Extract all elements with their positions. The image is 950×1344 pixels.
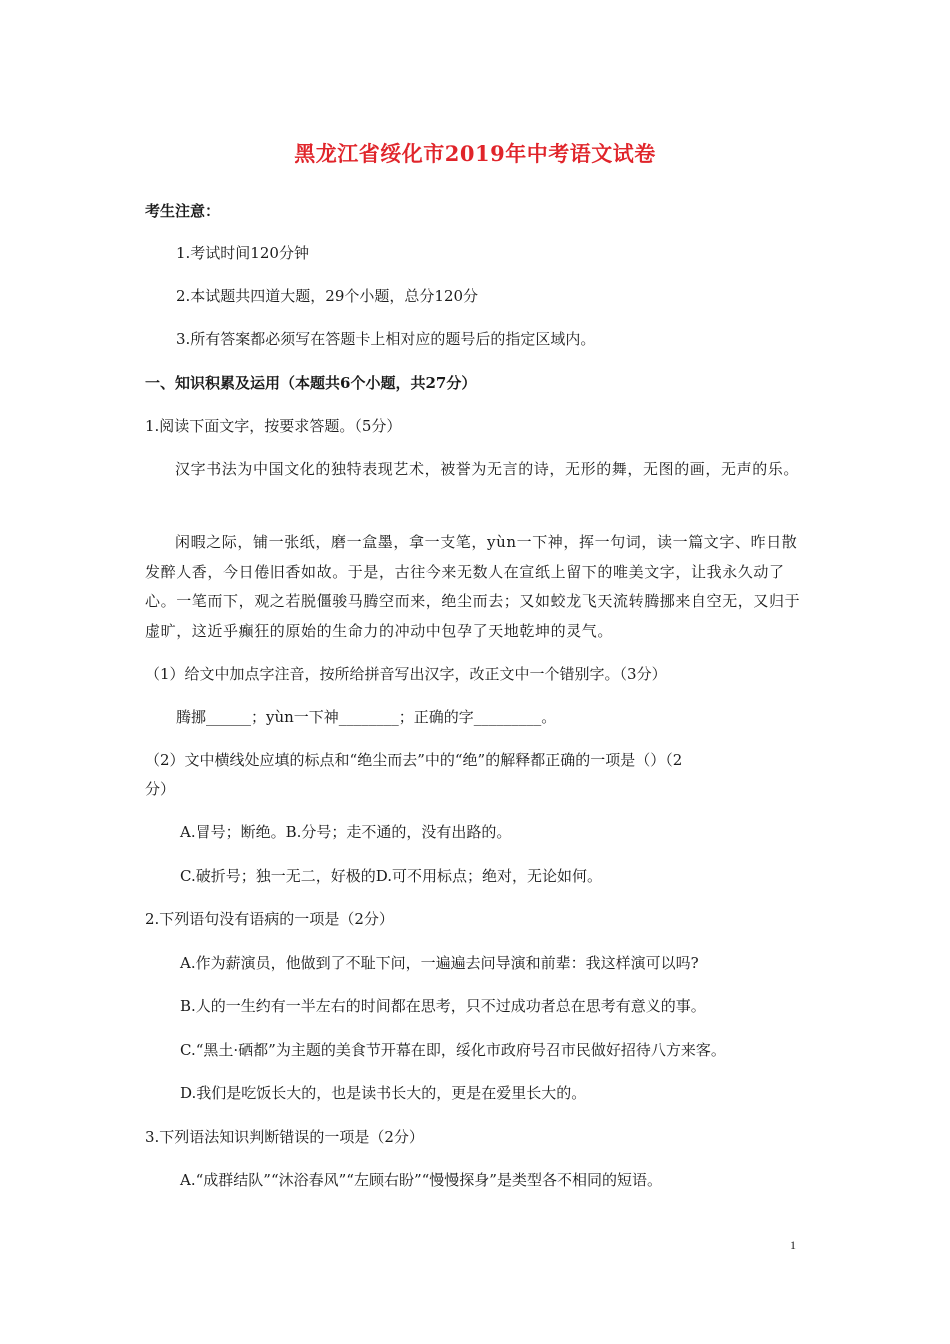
answer-option: C.破折号；独一无二，好极的D.可不用标点；绝对，无论如何。 xyxy=(180,867,602,885)
answer-option: D.我们是吃饭长大的，也是读书长大的，更是在爱里长大的。 xyxy=(180,1084,587,1102)
fill-in-blanks: 腾挪______；yùn一下神________；正确的字_________。 xyxy=(176,708,557,726)
question-stem: 3.下列语法知识判断错误的一项是（2分） xyxy=(145,1128,424,1146)
exam-title: 黑龙江省绥化市2019年中考语文试卷 xyxy=(294,141,656,166)
answer-option: A.冒号；断绝。B.分号；走不通的，没有出路的。 xyxy=(180,823,512,841)
answer-option: A.作为薪演员，他做到了不耻下问，一遍遍去问导演和前辈：我这样演可以吗? xyxy=(180,954,699,972)
question-stem: 1.阅读下面文字，按要求答题。（5分） xyxy=(145,417,402,435)
notice-heading: 考生注意： xyxy=(145,202,221,220)
answer-option: C.“黑土·硒都”为主题的美食节开幕在即，绥化市政府号召市民做好招待八方来客。 xyxy=(180,1041,726,1059)
answer-option: B.人的一生约有一半左右的时间都在思考，只不过成功者总在思考有意义的事。 xyxy=(180,997,706,1015)
notice-item: 2.本试题共四道大题，29个小题，总分120分 xyxy=(176,287,479,305)
passage-paragraph: 闲暇之际，铺一张纸，磨一盒墨，拿一支笔，yùn一下神，挥一句词，读一篇文字、昨日散发醉人香，今日倦旧香如故。于是，古往今来无数人在宣纸上留下的唯美文字，让我永久动了心。一笔而下，观之若脱僵骏马腾空而来，绝尘而去；又如蛟龙飞天流转腾挪来自空无，又归于虚旷，这近乎癫狂的原始的生命力的冲动中包孕了天地乾坤的灵气。 xyxy=(145,533,801,640)
sub-question-continued: 分） xyxy=(145,780,176,798)
notice-item: 1.考试时间120分钟 xyxy=(176,244,309,262)
passage-paragraph: 汉字书法为中国文化的独特表现艺术，被誉为无言的诗，无形的舞，无图的画，无声的乐。 xyxy=(175,460,800,478)
section-heading: 一、知识积累及运用（本题共6个小题，共27分） xyxy=(145,374,477,392)
answer-option: A.“成群结队”“沐浴春风”“左顾右盼”“慢慢探身”是类型各不相同的短语。 xyxy=(180,1171,662,1189)
notice-item: 3.所有答案都必须写在答题卡上相对应的题号后的指定区域内。 xyxy=(176,330,596,348)
sub-question: （1）给文中加点字注音，按所给拼音写出汉字，改正文中一个错别字。（3分） xyxy=(145,665,667,683)
question-stem: 2.下列语句没有语病的一项是（2分） xyxy=(145,910,394,928)
sub-question: （2）文中横线处应填的标点和“绝尘而去”中的“绝”的解释都正确的一项是（）（2 xyxy=(145,751,683,769)
page-number: 1 xyxy=(790,1238,796,1252)
